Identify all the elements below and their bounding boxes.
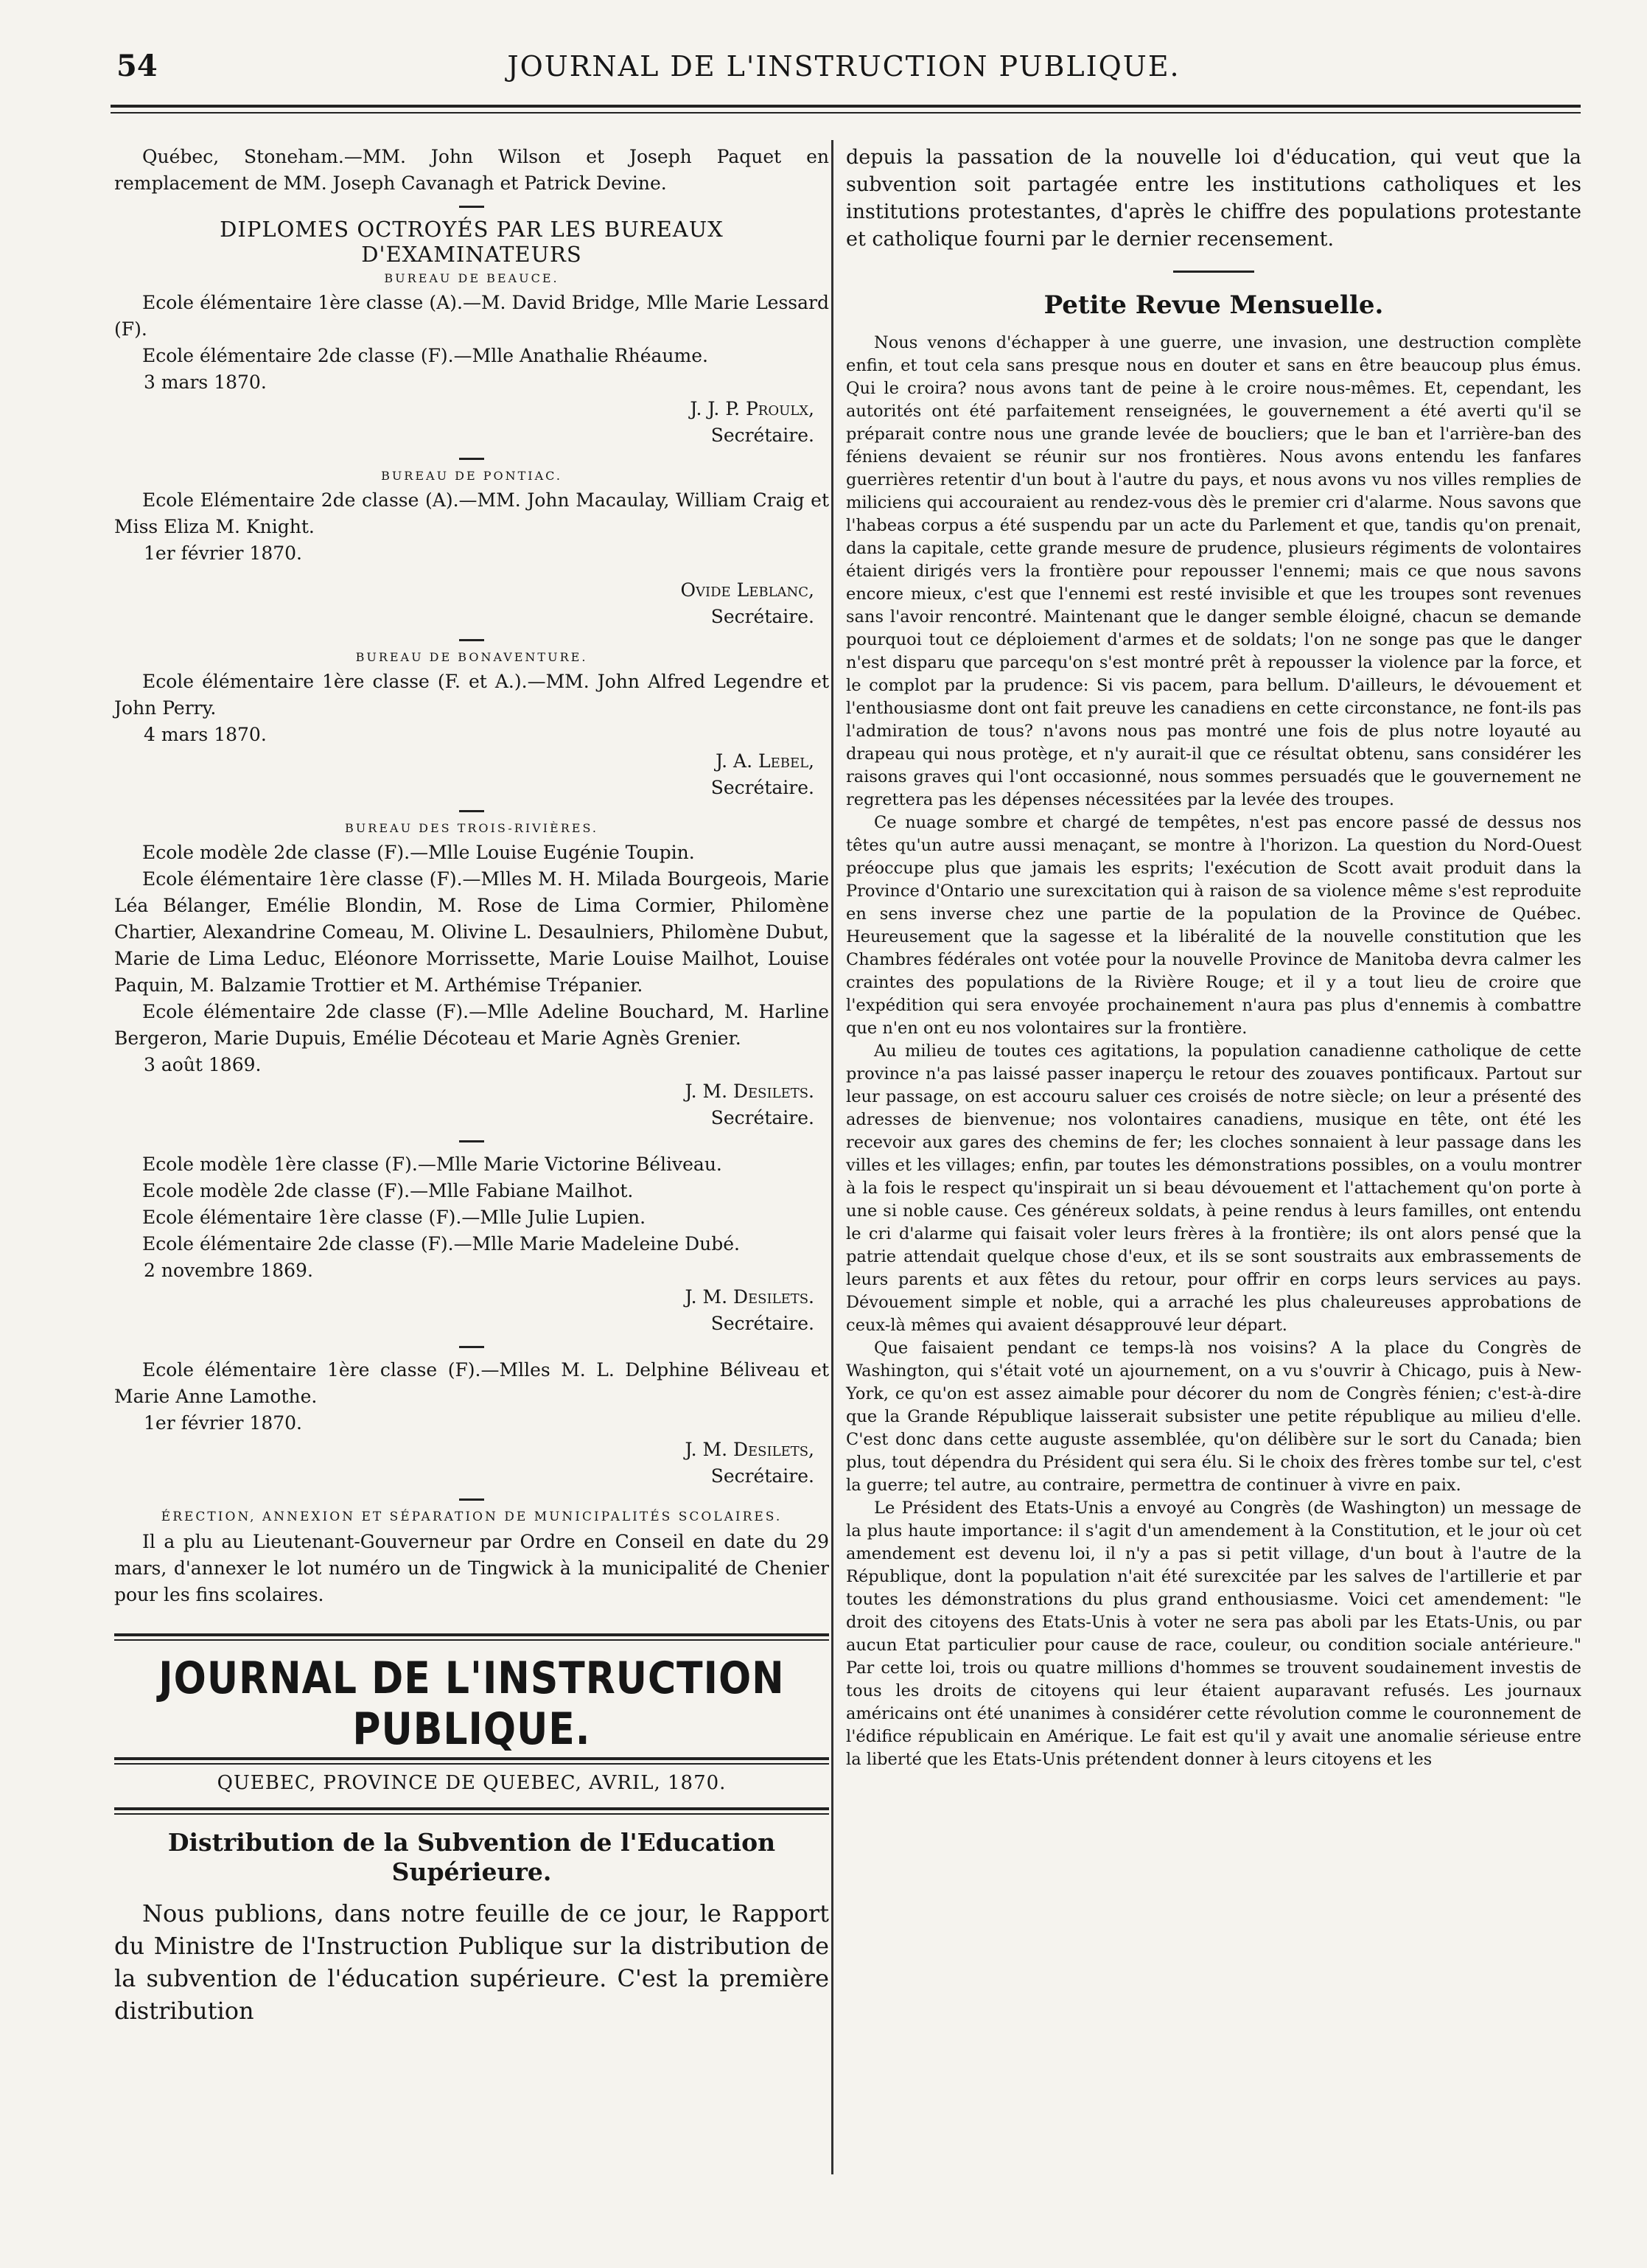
revue-paragraph-3: Au milieu de toutes ces agitations, la population canadienne catholique de cette province n'a pas laissé passer inaperçu le retour des zouaves pontificaux. Partout sur leur passage, on est accouru saluer ces croisés de notre siècle; on leur a présenté des adresses de bienvenue; nos volontaires canadiens, musique en tête, ont été les recevoir aux gares des chemins de fer; les cloches sonnaient à leur passage dans les villes et les villages; enfin, par toutes les démonstrations possibles, on a voulu montrer à la fois le respect qu'inspirait un si beau dévouement et l'attachement qu'on porte à une si noble cause. Ces généreux soldats, à peine rendus à leurs familles, ont entendu le cri d'alarme qui faisait voler leurs frères à la frontière; ils ont alors pensé que la patrie attendait quelque chose d'eux, et ils se sont soustraits aux embrassements de leurs parents et aux fêtes du retour, pour offrir en corps leurs services au pays. Dévouement simple et noble, qui a arraché les plus chaleureuses approbations de ceux-là mêmes qui avaient désapprouvé leur départ. (846, 1041, 1581, 1335)
diplomes-heading: DIPLOMES OCTROYÉS PAR LES BUREAUX D'EXAMINATEURS (220, 217, 724, 267)
trois-rivieres-date-1: 3 août 1869. (144, 1054, 262, 1075)
beauce-signature-name: J. J. P. Proulx, (690, 398, 814, 419)
divider (459, 458, 484, 460)
bonaventure-entry-1: Ecole élémentaire 1ère classe (F. et A.).—MM. John Alfred Legendre et John Perry. (114, 671, 829, 719)
bureau-bonaventure-title: BUREAU DE BONAVENTURE. (355, 650, 588, 664)
divider (459, 810, 484, 812)
trois-rivieres-entry-1: Ecole modèle 2de classe (F).—Mlle Louise Eugénie Toupin. (142, 842, 695, 863)
revue-paragraph-1: Nous venons d'échapper à une guerre, une invasion, une destruction complète enfin, et tout cela sans presque nous en douter et sans en être beaucoup plus émus. Qui le croira? nous avons tant de peine à le croire nous-mêmes. Et, cependant, les autorités ont été parfaitement renseignées, le gouvernement a été averti qu'il se préparait contre nous une grande levée de boucliers; que le ban et l'arrière-ban des féniens devaient se réunir sur nos frontières. Nous avons entendu les fanfares guerrières retentir d'un bout à l'autre du pays, et nous avons vu nos villes remplies de miliciens qui accouraient au rendez-vous dès le premier cri d'alarme. Nous savons que l'habeas corpus a été suspendu par un acte du Parlement et que, tandis qu'on prenait, dans la capitale, cette grande mesure de prudence, plusieurs régiments de volontaires étaient dirigés vers la frontière pour repousser l'ennemi; mais ce que nous savons encore mieux, c'est que l'ennemi est resté invisible et que les troupes sont revenues sans l'avoir rencontré. Maintenant que le danger semble éloigné, chacun se demande pourquoi tout ce déploiement d'armes et de soldats; l'on ne songe pas que le danger n'est disparu que parcequ'on s'est montré prêt à repousser la violence par la force, et le complot par la prudence: Si vis pacem, para bellum. D'ailleurs, le dévouement et l'enthousiasme dont ont fait preuve les canadiens en cette circonstance, ne font-ils pas l'admiration de tous? n'avons nous pas montré une fois de plus notre loyauté au drapeau qui nous protège, et n'y aurait-il que ce résultat obtenu, sans considérer les raisons graves qui l'ont occasionné, nous sommes persuadés que le gouvernement ne regrettera pas les dépenses nécessitées par la levée des troupes. (846, 333, 1581, 809)
masthead-rule-mid (114, 1757, 829, 1765)
masthead-rule-top (114, 1633, 829, 1641)
distribution-continuation: depuis la passation de la nouvelle loi d'éducation, qui veut que la subvention soit partagée entre les institutions catholiques et les institutions protestantes, d'après le chiffre des populations protestante et catholique fourni par le dernier recensement. (846, 146, 1581, 251)
pontiac-signature-name: Ovide Leblanc, (680, 579, 814, 601)
intro-paragraph: Québec, Stoneham.—MM. John Wilson et Joseph Paquet en remplacement de MM. Joseph Cavanagh et Patrick Devine. (114, 146, 829, 194)
revue-paragraph-5: Le Président des Etats-Unis a envoyé au Congrès (de Washington) un message de la plus haute importance: il s'agit d'un amendement à la Constitution, et le jour où cet amendement est devenu loi, il n'y a pas si petit village, d'un bout à l'autre de la République, dont la population n'ait été surexcitée par les salves de l'artillerie et par toutes les démonstrations du plus grand enthousiasme. Voici cet amendement: "le droit des citoyens des Etats-Unis à voter ne sera pas aboli par les Etats-Unis, ou par aucun Etat particulier pour cause de race, couleur, ou condition sociale antérieure." Par cette loi, trois ou quatre millions d'hommes se trouvent soudainement investis de tous les droits de citoyens qui leur étaient auparavant refusés. Les journaux américains ont été unanimes à considérer cette révolution comme le couronnement de l'édifice républicain en Amérique. Le fait est qu'il y avait une anomalie sérieuse entre la liberté que les Etats-Unis prétendent donner à leurs citoyens et les (846, 1498, 1581, 1769)
page-header (111, 44, 1577, 96)
divider (459, 1346, 484, 1348)
beauce-signature-title: Secrétaire. (710, 425, 814, 446)
bureau-trois-rivieres-title: BUREAU DES TROIS-RIVIÈRES. (345, 821, 598, 835)
pontiac-date: 1er février 1870. (144, 542, 302, 564)
trois-rivieres-entry-8: Ecole élémentaire 1ère classe (F).—Mlles M. L. Delphine Béliveau et Marie Anne Lamothe. (114, 1359, 829, 1407)
divider (459, 1498, 484, 1501)
trois-rivieres-signature-2-name: J. M. Desilets. (685, 1286, 814, 1308)
trois-rivieres-entry-5: Ecole modèle 2de classe (F).—Mlle Fabiane Mailhot. (142, 1180, 634, 1201)
masthead-rule-bottom (114, 1807, 829, 1815)
header-rule-thin (111, 112, 1581, 114)
page-number: 54 (116, 49, 158, 83)
trois-rivieres-entry-6: Ecole élémentaire 1ère classe (F).—Mlle Julie Lupien. (142, 1207, 646, 1228)
trois-rivieres-signature-3-name: J. M. Desilets, (685, 1439, 814, 1460)
trois-rivieres-entry-4: Ecole modèle 1ère classe (F).—Mlle Marie Victorine Béliveau. (142, 1154, 722, 1175)
erection-paragraph: Il a plu au Lieutenant-Gouverneur par Ordre en Conseil en date du 29 mars, d'annexer le lot numéro un de Tingwick à la municipalité de Chenier pour les fins scolaires. (114, 1531, 829, 1605)
left-column (114, 144, 829, 2027)
bonaventure-date: 4 mars 1870. (144, 724, 267, 745)
pontiac-signature-title: Secrétaire. (710, 606, 814, 627)
trois-rivieres-signature-2-title: Secrétaire. (710, 1313, 814, 1334)
beauce-entry-2: Ecole élémentaire 2de classe (F).—Mlle Anathalie Rhéaume. (142, 345, 708, 366)
column-separator (831, 140, 833, 2174)
beauce-date: 3 mars 1870. (144, 371, 267, 393)
distribution-paragraph: Nous publions, dans notre feuille de ce jour, le Rapport du Ministre de l'Instruction Publique sur la distribution de la subvention de l'éducation supérieure. C'est la première distribution (114, 1899, 829, 2025)
trois-rivieres-date-3: 1er février 1870. (144, 1412, 302, 1434)
trois-rivieres-signature-1-title: Secrétaire. (710, 1107, 814, 1128)
divider (459, 639, 484, 641)
running-title: JOURNAL DE L'INSTRUCTION PUBLIQUE. (507, 50, 1181, 83)
beauce-entry-1: Ecole élémentaire 1ère classe (A).—M. David Bridge, Mlle Marie Lessard (F). (114, 292, 829, 340)
bureau-beauce-title: BUREAU DE BEAUCE. (384, 271, 559, 285)
pontiac-entry-1: Ecole Elémentaire 2de classe (A).—MM. John Macaulay, William Craig et Miss Eliza M. Knight. (114, 489, 829, 537)
distribution-title: Distribution de la Subvention de l'Education Supérieure. (167, 1828, 776, 1886)
trois-rivieres-date-2: 2 novembre 1869. (144, 1260, 313, 1281)
divider (459, 206, 484, 208)
bonaventure-signature-title: Secrétaire. (710, 777, 814, 798)
trois-rivieres-entry-2: Ecole élémentaire 1ère classe (F).—Mlles M. H. Milada Bourgeois, Marie Léa Bélanger, Emélie Blondin, M. Rose de Lima Cormier, Philomène Chartier, Alexandrine Comeau, M. Olivine L. Desaulniers, Philomène Dubut, Marie de Lima Leduc, Eléonore Morrissette, Marie Louise Mailhot, Louise Paquin, M. Balzamie Trottier et M. Arthémise Trépanier. (114, 868, 829, 996)
bonaventure-signature-name: J. A. Lebel, (716, 750, 814, 772)
revue-paragraph-2: Ce nuage sombre et chargé de tempêtes, n'est pas encore passé de dessus nos têtes qu'un autre aussi menaçant, se montre à l'horizon. La question du Nord-Ouest préoccupe plus que jamais les esprits; l'exécution de Scott avait produit dans la Province d'Ontario une surexcitation qui à raison de sa violence même s'est reproduite en sens inverse chez une partie de la population de la Province de Québec. Heureusement que la sagesse et la libéralité de la nouvelle constitution que les Chambres fédérales ont votée pour la nouvelle Province de Manitoba devra calmer les craintes des populations de la Rivière Rouge; et il y a tout lieu de croire que l'expédition qui sera envoyée prochainement n'aura pas plus d'ennemis à combattre que n'en ont eu nos volontaires sur la frontière. (846, 813, 1581, 1038)
erection-title: ÉRECTION, ANNEXION ET SÉPARATION DE MUNICIPALITÉS SCOLAIRES. (161, 1510, 783, 1524)
right-column (846, 144, 1581, 1771)
divider (459, 1140, 484, 1142)
revue-title: Petite Revue Mensuelle. (1043, 290, 1384, 320)
trois-rivieres-entry-3: Ecole élémentaire 2de classe (F).—Mlle Adeline Bouchard, M. Harline Bergeron, Marie Dupuis, Emélie Décoteau et Marie Agnès Grenier. (114, 1001, 829, 1049)
header-rule (111, 105, 1581, 108)
revue-paragraph-4: Que faisaient pendant ce temps-là nos voisins? A la place du Congrès de Washington, qui s'était voté un ajournement, on a vu s'ouvrir à Chicago, puis à New-York, ce qu'on est assez aimable pour décorer du nom de Congrès fénien; c'est-à-dire que la Grande République laisserait subsister une petite république au milieu d'elle. C'est donc dans cette auguste assemblée, qu'on délibère sur le sort du Canada; bien plus, tout dépendra du Président qui sera élu. Si le choix des frères tombe sur tel, c'est la guerre; tel autre, au contraire, permettra de continuer à vivre en paix. (846, 1339, 1581, 1495)
trois-rivieres-signature-1-name: J. M. Desilets. (685, 1081, 814, 1102)
masthead: JOURNAL DE L'INSTRUCTION PUBLIQUE. (158, 1653, 785, 1755)
trois-rivieres-entry-7: Ecole élémentaire 2de classe (F).—Mlle Marie Madeleine Dubé. (142, 1233, 740, 1255)
issue-dateline: QUEBEC, PROVINCE DE QUEBEC, AVRIL, 1870. (217, 1772, 727, 1794)
trois-rivieres-signature-3-title: Secrétaire. (710, 1465, 814, 1487)
bureau-pontiac-title: BUREAU DE PONTIAC. (381, 469, 562, 483)
divider (1173, 271, 1254, 273)
